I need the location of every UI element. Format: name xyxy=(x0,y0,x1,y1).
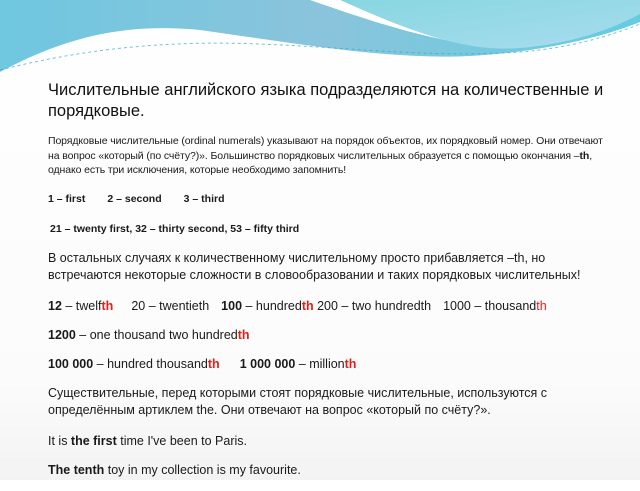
example-sentence-1 xyxy=(48,433,608,450)
example-sentence-2 xyxy=(48,462,608,479)
exception-3: 3 – third xyxy=(183,192,225,205)
intro-suffix: th xyxy=(579,149,590,162)
suffix-12: th xyxy=(101,298,114,313)
num-20: 20 – twentieth xyxy=(131,298,210,313)
num-1000: 1000 – thousand xyxy=(443,298,537,313)
intro-text: Порядковые числительные (ordinal numerals) указывают на порядок объектов, их порядковый номер. Они отвечают на вопрос «который (по счёту?)». Большинство порядковых числительных образуется с помощью окончания – xyxy=(48,135,603,162)
exception-1: 1 – first xyxy=(48,192,86,205)
example1-post: time I've been to Paris. xyxy=(116,433,247,448)
num-100000: 100 000 xyxy=(48,356,94,371)
example2-bold: The tenth xyxy=(48,462,105,477)
suffix-100: th xyxy=(301,298,314,313)
rule-paragraph: В остальных случаях к количественному числительному просто прибавляется –th, но встречаются некоторые сложности в словообразовании и таких порядковых числительных! xyxy=(48,250,581,282)
slide-content xyxy=(48,80,608,491)
example1-bold: the first xyxy=(70,433,117,448)
examples-row-3 xyxy=(48,356,608,373)
word-100000: – hundred thousand xyxy=(93,356,208,371)
num-200: 200 – two hundredth xyxy=(313,298,432,313)
suffix-1200: th xyxy=(237,327,250,342)
num-1200: 1200 xyxy=(48,327,76,342)
exceptions-line xyxy=(48,192,608,206)
decorative-wave-header xyxy=(0,0,640,80)
word-12: – twelf xyxy=(61,298,102,313)
article-rule-paragraph: Существительные, перед которыми стоят порядковые числительные, используются с определённым артиклем the. Они отвечают на вопрос «который по счёту?». xyxy=(48,385,548,417)
suffix-100000: th xyxy=(207,356,220,371)
num-12: 12 xyxy=(48,298,62,313)
example2-post: toy in my collection is my favourite. xyxy=(104,462,301,477)
word-1000000: – million xyxy=(295,356,345,371)
num-100: 100 xyxy=(221,298,243,313)
suffix-1000000: th xyxy=(344,356,357,371)
suffix-1000: th xyxy=(536,298,547,313)
examples-row-2 xyxy=(48,327,608,344)
example1-pre: It is xyxy=(48,433,71,448)
slide-title: Числительные английского языка подразделяются на количественные и порядковые. xyxy=(48,81,604,120)
word-100: – hundred xyxy=(242,298,302,313)
intro-end: , однако есть три исключения, которые необходимо запомнить! xyxy=(48,149,593,176)
word-1200: – one thousand two hundred xyxy=(75,327,238,342)
intro-paragraph xyxy=(48,134,608,178)
exception-2: 2 – second xyxy=(107,192,162,205)
examples-row-1 xyxy=(48,298,608,315)
compound-exceptions: 21 – twenty first, 32 – thirty second, 53 – fifty third xyxy=(50,222,300,235)
num-1000000: 1 000 000 xyxy=(239,356,296,371)
